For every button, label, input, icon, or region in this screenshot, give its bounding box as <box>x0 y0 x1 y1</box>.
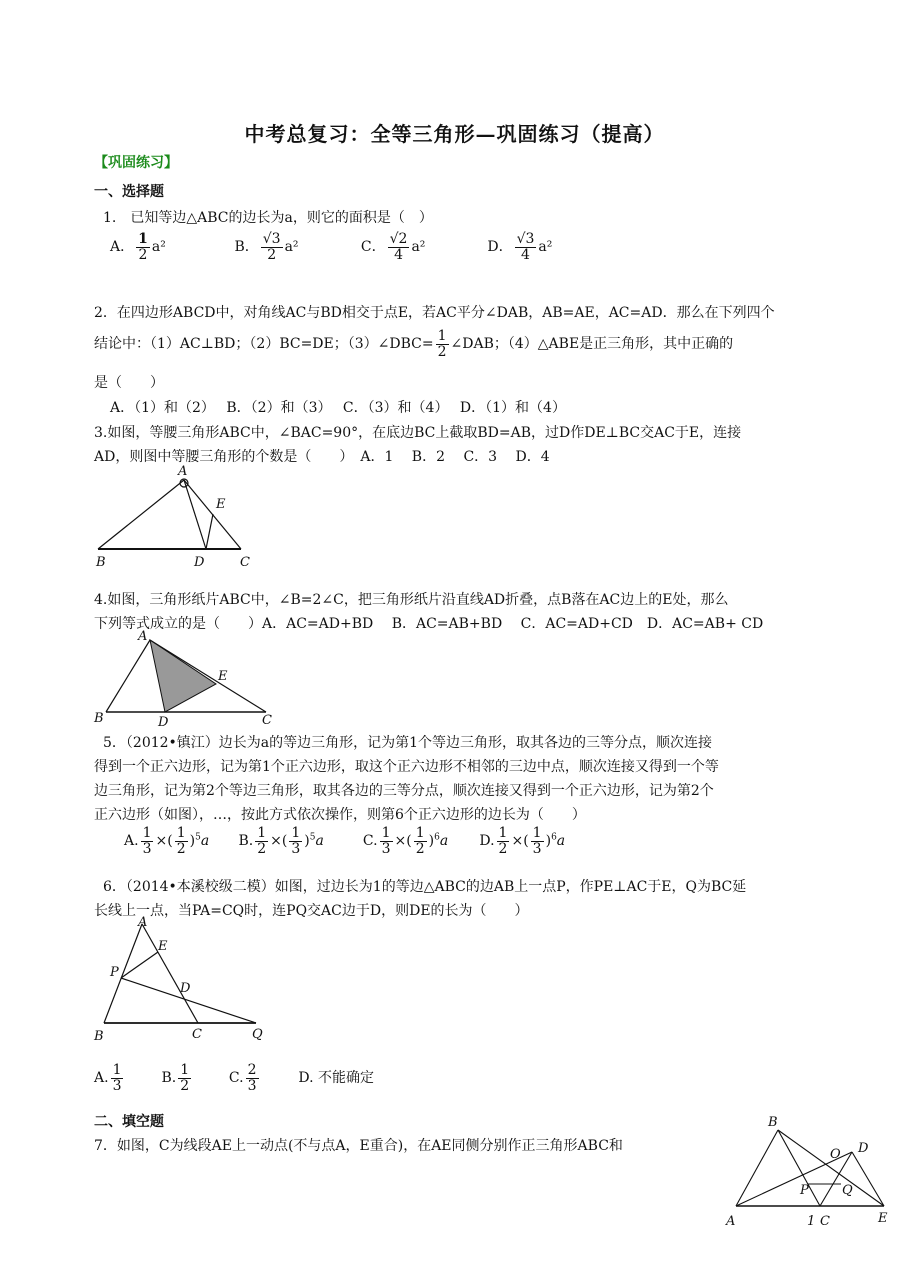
q5-c-d2: 2 <box>415 840 425 857</box>
q5-b-n2: 1 <box>291 825 301 841</box>
q5-a-n1: 1 <box>142 825 152 841</box>
q7-label-e: E <box>878 1211 888 1226</box>
q1-option-d <box>487 232 597 262</box>
q1-d-den: 4 <box>521 246 530 263</box>
q3-label-e: E <box>216 497 226 512</box>
q6-side-ac <box>142 924 198 1023</box>
q2-line1: 2．在四边形ABCD中，对角线AC与BD相交于点E，若AC平分∠DAB，AB=AE，AC=AD．那么在下列四个 <box>94 305 775 321</box>
section-tag: 【巩固练习】 <box>94 155 178 171</box>
q7-label-a: A <box>726 1214 736 1229</box>
q6-label-p: P <box>110 965 119 980</box>
q3-label-c: C <box>240 555 250 570</box>
q4-folded-region <box>150 640 216 712</box>
q6-d-text: 不能确定 <box>318 1070 374 1087</box>
q6-b-label: B. <box>161 1070 177 1087</box>
q4-label-e: E <box>218 669 228 684</box>
q1-option-d-label: D． <box>487 239 513 256</box>
q6-options <box>94 1063 374 1093</box>
q5-c-n1: 1 <box>381 825 391 841</box>
q5-a-label: A. <box>124 833 139 850</box>
q5-d-exp: 6 <box>551 832 557 843</box>
q6-label-a: A <box>138 915 148 930</box>
q1-options <box>110 232 597 262</box>
q1-option-a-label: A． <box>110 239 135 256</box>
q2-line2-a: 结论中：（1）AC⊥BD；（2）BC=DE；（3）∠DBC= <box>94 336 434 353</box>
q4-label-b: B <box>94 711 104 726</box>
q5-a-exp: 5 <box>195 832 201 843</box>
q6-label-b: B <box>94 1029 104 1044</box>
q1-option-b-label: B． <box>234 239 259 256</box>
q1-a-tail: a² <box>151 239 166 256</box>
q4-line1: 4.如图，三角形纸片ABC中，∠B=2∠C，把三角形纸片沿直线AD折叠，点B落在AC边上的E处，那么 <box>94 592 729 608</box>
q1-option-a <box>110 232 230 262</box>
q1-option-b <box>234 232 356 262</box>
q5-line1: 5．（2012•镇江）边长为a的等边三角形，记为第1个等边三角形，取其各边的三等分点，顺次连接 <box>103 735 713 751</box>
q5-line3: 边三角形，记为第2个等边三角形，取其各边的三等分点，顺次连接又得到一个正六边形，记为第2个 <box>94 783 714 799</box>
q5-a-n2: 1 <box>176 825 186 841</box>
q7-line1: 7．如图，C为线段AE上一动点(不与点A，E重合)，在AE同侧分别作正三角形ABC和 <box>94 1138 623 1154</box>
q3-segment-ad <box>184 480 206 549</box>
q1-d-num: √3 <box>516 231 535 247</box>
q6-b-num: 1 <box>180 1062 190 1078</box>
q2-line3: 是（ ） <box>94 375 164 391</box>
q5-b-exp: 5 <box>309 832 316 843</box>
q4-label-a: A <box>138 629 148 644</box>
q1-d-tail: a² <box>538 239 553 256</box>
q4-label-d: D <box>158 715 169 730</box>
q7-label-b: B <box>768 1115 778 1130</box>
q5-b-label: B. <box>238 833 254 850</box>
q6-a-label: A. <box>94 1070 109 1087</box>
q6-c-label: C. <box>228 1070 244 1087</box>
q6-c-num: 2 <box>247 1062 257 1078</box>
q5-c-n2: 1 <box>415 825 425 841</box>
q5-option-c: C. $\frac{1}{3}$ ×( $\frac{1}{2}$ )$^6$a <box>362 825 449 857</box>
q2-frac-den: 2 <box>437 343 447 360</box>
q6-option-c <box>229 1063 294 1093</box>
section-choice-heading: 一、选择题 <box>94 184 164 200</box>
q6-a-den: 3 <box>112 1077 122 1094</box>
q5-a-d2: 2 <box>176 840 186 857</box>
page-title: 中考总复习：全等三角形—巩固练习（提高） <box>244 122 665 146</box>
q6-option-a <box>94 1063 157 1093</box>
q6-d-label: D. <box>298 1070 314 1087</box>
q5-option-d: D. $\frac{1}{2}$ ×( $\frac{1}{3}$ )$^6$a <box>479 825 566 857</box>
q5-line2: 得到一个正六边形，记为第1个正六边形，取这个正六边形不相邻的三边中点，顺次连接又得到一个等 <box>94 759 719 775</box>
q3-line2: AD，则图中等腰三角形的个数是（ ） A．1 B．2 C．3 D．4 <box>94 449 550 465</box>
q6-label-e: E <box>158 939 168 954</box>
q4-side-ab <box>106 640 150 712</box>
q5-d-n1: 1 <box>498 825 508 841</box>
q5-c-label: C. <box>362 833 378 850</box>
q5-option-b: B. $\frac{1}{2}$ ×( $\frac{1}{3}$ )$^5$a <box>238 825 324 857</box>
q3-segment-de <box>206 514 213 549</box>
q2-line2 <box>94 329 733 359</box>
q5-c-d1: 3 <box>381 840 391 857</box>
q1-stem: 1. 已知等边△ABC的边长为a，则它的面积是（ ） <box>103 210 433 226</box>
q5-options <box>124 826 589 856</box>
q5-b-n1: 1 <box>257 825 267 841</box>
q6-label-q: Q <box>252 1027 263 1042</box>
q1-a-num: 1 <box>138 231 148 247</box>
q5-d-n2: 1 <box>532 825 542 841</box>
q3-label-a: A <box>178 464 188 479</box>
q5-b-d1: 2 <box>257 840 267 857</box>
q1-b-num: √3 <box>262 231 281 247</box>
q1-option-c <box>361 232 483 262</box>
q1-c-tail: a² <box>411 239 426 256</box>
q3-side-ab <box>98 480 184 549</box>
q6-label-c: C <box>192 1027 202 1042</box>
q5-line4: 正六边形（如图），…，按此方式依次操作，则第6个正六边形的边长为（ ） <box>94 807 586 823</box>
q7-figure <box>724 1108 904 1233</box>
q4-line2: 下列等式成立的是（ ）A．AC=AD+BD B．AC=AB+BD C．AC=AD+CD D．AC=AB+ CD <box>94 616 764 632</box>
q3-figure <box>88 462 258 572</box>
q5-d-d2: 3 <box>532 840 542 857</box>
q6-b-den: 2 <box>180 1077 190 1094</box>
q7-label-p: P <box>800 1183 809 1198</box>
q7-label-o: O <box>830 1147 841 1162</box>
q6-option-b <box>161 1063 224 1093</box>
q6-option-d <box>298 1070 374 1086</box>
q1-b-tail: a² <box>284 239 299 256</box>
q7-side-ab <box>736 1130 778 1206</box>
q1-a-den: 2 <box>138 246 148 263</box>
q6-line2: 长线上一点，当PA=CQ时，连PQ交AC边于D，则DE的长为（ ） <box>94 903 529 919</box>
q2-frac-num: 1 <box>437 328 447 344</box>
q7-label-c: C <box>820 1214 830 1229</box>
q1-c-den: 4 <box>394 246 403 263</box>
q6-line1: 6．（2014•本溪校级二模）如图，过边长为1的等边△ABC的边AB上一点P，作PE⊥AC于E，Q为BC延 <box>103 879 747 895</box>
q7-label-one: 1 <box>807 1214 816 1229</box>
q5-d-d1: 2 <box>498 840 508 857</box>
q6-label-d: D <box>180 981 191 996</box>
q1-option-c-label: C． <box>360 239 386 256</box>
q3-line1: 3.如图，等腰三角形ABC中，∠BAC=90°，在底边BC上截取BD=AB，过D作DE⊥BC交AC于E，连接 <box>94 425 742 441</box>
q5-d-label: D. <box>479 833 495 850</box>
q2-line2-b: ∠DAB；（4）△ABE是正三角形，其中正确的 <box>450 336 734 353</box>
q3-label-d: D <box>194 555 205 570</box>
q3-label-b: B <box>96 555 106 570</box>
q5-b-d2: 3 <box>291 840 301 857</box>
q6-figure <box>88 912 278 1047</box>
q7-side-de <box>852 1152 884 1206</box>
q4-label-c: C <box>262 713 272 728</box>
q4-figure <box>88 628 288 730</box>
q5-c-exp: 6 <box>434 832 440 843</box>
q7-side-bc <box>778 1130 820 1206</box>
q1-c-num: √2 <box>389 231 408 247</box>
q5-a-d1: 3 <box>142 840 152 857</box>
q1-b-den: 2 <box>267 246 277 263</box>
q6-c-den: 3 <box>247 1077 257 1094</box>
section-fill-heading: 二、填空题 <box>94 1114 164 1130</box>
q2-options: A．（1）和（2） B．（2）和（3） C．（3）和（4） D．（1）和（4） <box>110 400 566 416</box>
q6-a-num: 1 <box>112 1062 122 1078</box>
q7-label-d: D <box>858 1141 869 1156</box>
q7-label-q: Q <box>842 1183 853 1198</box>
q5-option-a: A. $\frac{1}{3}$ ×( $\frac{1}{2}$ )$^5$a <box>124 825 210 857</box>
